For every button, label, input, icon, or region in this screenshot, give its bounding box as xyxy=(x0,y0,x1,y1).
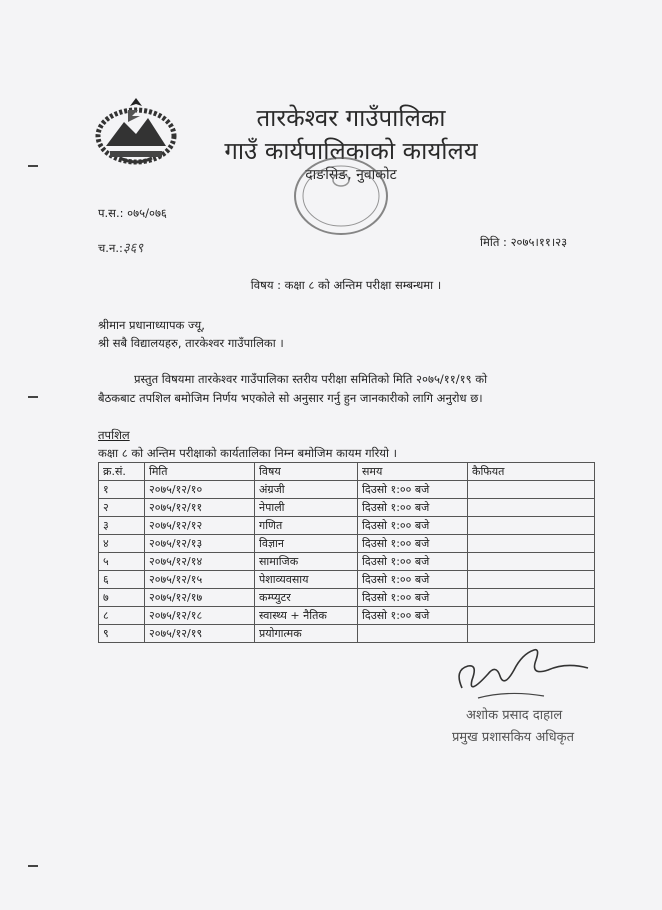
time-cell: दिउसो १:०० बजे xyxy=(358,535,468,553)
exam-schedule-table xyxy=(98,462,595,643)
subject-cell: पेशाव्यवसाय xyxy=(255,571,358,589)
table-row xyxy=(99,589,595,607)
remarks-cell xyxy=(468,553,595,571)
serial-cell: ५ xyxy=(99,553,145,571)
date-cell: २०७५/१२/११ xyxy=(145,499,255,517)
time-cell: दिउसो १:०० बजे xyxy=(358,553,468,571)
date-cell: २०७५/१२/१३ xyxy=(145,535,255,553)
header-subject: विषय xyxy=(255,463,358,481)
body-paragraph-line-2: बैठकबाट तपशिल बमोजिम निर्णय भएकोले सो अनुसार गर्नु हुन जानकारीको लागि अनुरोध छ। xyxy=(98,391,483,405)
office-seal-stamp-icon xyxy=(285,150,397,242)
table-row xyxy=(99,553,595,571)
serial-cell: १ xyxy=(99,481,145,499)
table-row xyxy=(99,571,595,589)
date-cell: २०७५/१२/१० xyxy=(145,481,255,499)
signatory-title: प्रमुख प्रशासकिय अधिकृत xyxy=(452,730,575,745)
serial-cell: ४ xyxy=(99,535,145,553)
date-label: मिति : xyxy=(480,235,507,249)
serial-cell: २ xyxy=(99,499,145,517)
dispatch-number xyxy=(98,238,143,256)
remarks-cell xyxy=(468,535,595,553)
subject-cell: स्वास्थ्य + नैतिक xyxy=(255,607,358,625)
remarks-cell xyxy=(468,589,595,607)
date-cell: २०७५/१२/१७ xyxy=(145,589,255,607)
date-value: २०७५।११।२३ xyxy=(510,235,568,249)
remarks-cell xyxy=(468,499,595,517)
date-cell: २०७५/१२/१२ xyxy=(145,517,255,535)
table-row xyxy=(99,499,595,517)
addressee-line-1: श्रीमान प्रधानाध्यापक ज्यू, xyxy=(98,318,205,332)
remarks-cell xyxy=(468,517,595,535)
office-location: दाङसिङ, नुवाकोट xyxy=(305,167,397,183)
header-date: मिति xyxy=(145,463,255,481)
table-row xyxy=(99,607,595,625)
letter-date xyxy=(480,235,567,250)
header-time: समय xyxy=(358,463,468,481)
serial-cell: ६ xyxy=(99,571,145,589)
serial-cell: ८ xyxy=(99,607,145,625)
office-title: गाउँ कार्यपालिकाको कार्यालय xyxy=(224,137,478,165)
table-row xyxy=(99,481,595,499)
subject-cell: नेपाली xyxy=(255,499,358,517)
addressee-line-2: श्री सबै विद्यालयहरु, तारकेश्वर गाउँपालिका । xyxy=(98,336,284,350)
subject-cell: विज्ञान xyxy=(255,535,358,553)
time-cell: दिउसो १:०० बजे xyxy=(358,499,468,517)
header-remarks: कैफियत xyxy=(468,463,595,481)
table-row xyxy=(99,535,595,553)
time-cell: दिउसो १:०० बजे xyxy=(358,589,468,607)
dispatch-number-label: च.न.: xyxy=(98,241,123,255)
serial-cell: ९ xyxy=(99,625,145,643)
subject-cell: गणित xyxy=(255,517,358,535)
subject-cell: कम्प्युटर xyxy=(255,589,358,607)
serial-cell: ७ xyxy=(99,589,145,607)
date-cell: २०७५/१२/१४ xyxy=(145,553,255,571)
serial-cell: ३ xyxy=(99,517,145,535)
letter-number xyxy=(98,206,167,221)
subject-cell: प्रयोगात्मक xyxy=(255,625,358,643)
handwritten-signature-icon xyxy=(448,640,598,710)
time-cell: दिउसो १:०० बजे xyxy=(358,607,468,625)
signatory-name: अशोक प्रसाद दाहाल xyxy=(466,708,563,723)
remarks-cell xyxy=(468,571,595,589)
subject-cell: सामाजिक xyxy=(255,553,358,571)
schedule-intro: कक्षा ८ को अन्तिम परीक्षाको कार्यतालिका निम्न बमोजिम कायम गरियो । xyxy=(98,446,397,460)
margin-mark xyxy=(28,396,38,398)
subject-line: विषय : कक्षा ८ को अन्तिम परीक्षा सम्बन्धमा । xyxy=(250,278,442,292)
tapashil-label: तपशिल xyxy=(98,428,130,442)
header-serial: क्र.सं. xyxy=(99,463,145,481)
remarks-cell xyxy=(468,607,595,625)
time-cell: दिउसो १:०० बजे xyxy=(358,481,468,499)
table-row xyxy=(99,517,595,535)
municipality-title: तारकेश्वर गाउँपालिका xyxy=(256,104,446,132)
body-paragraph-line-1: प्रस्तुत विषयमा तारकेश्वर गाउँपालिका स्तरीय परीक्षा समितिको मिति २०७५/११/१९ को xyxy=(134,372,488,386)
dispatch-number-value: ३६९ xyxy=(122,241,144,256)
letter-number-label: प.स.: xyxy=(98,206,124,220)
subject-cell: अंग्रजी xyxy=(255,481,358,499)
time-cell: दिउसो १:०० बजे xyxy=(358,517,468,535)
letter-number-value: ०७५/०७६ xyxy=(127,206,167,220)
remarks-cell xyxy=(468,481,595,499)
date-cell: २०७५/१२/१५ xyxy=(145,571,255,589)
time-cell: दिउसो १:०० बजे xyxy=(358,571,468,589)
margin-mark xyxy=(28,865,38,867)
date-cell: २०७५/१२/१८ xyxy=(145,607,255,625)
date-cell: २०७५/१२/१९ xyxy=(145,625,255,643)
table-header-row xyxy=(99,463,595,481)
